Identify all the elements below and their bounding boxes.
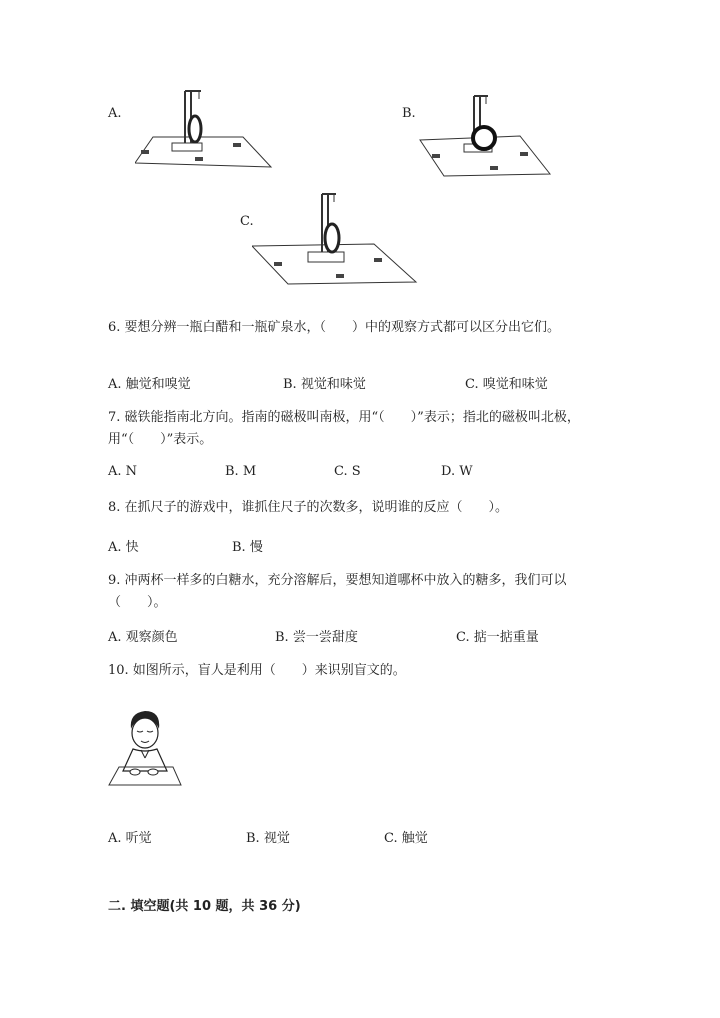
figure-a-label: A. (108, 106, 122, 121)
question-10-text: 10. 如图所示，盲人是利用（ ）来识别盲文的。 (108, 663, 406, 678)
q9-option-a: A. 观察颜色 (108, 630, 178, 645)
q10-option-c: C. 触觉 (384, 831, 428, 846)
figure-a-magnet-stand (135, 85, 275, 175)
q7-option-c: C. S (334, 464, 361, 479)
figure-c-magnet-stand (252, 190, 418, 290)
q7-option-d: D. W (441, 464, 473, 479)
question-7-text: 7. 磁铁能指南北方向。指南的磁极叫南极，用“（ ）”表示；指北的磁极叫北极，用“（ ）”表示。 (108, 410, 580, 447)
question-8-text: 8. 在抓尺子的游戏中，谁抓住尺子的次数多，说明谁的反应（ ）。 (108, 500, 509, 515)
q10-option-b: B. 视觉 (246, 831, 290, 846)
question-9-text: 9. 冲两杯一样多的白糖水，充分溶解后，要想知道哪杯中放入的糖多，我们可以（ ）。 (108, 573, 567, 610)
blind-reader-illustration (105, 705, 185, 789)
figure-b-label: B. (402, 106, 416, 121)
q10-option-a: A. 听觉 (108, 831, 152, 846)
q8-option-a: A. 快 (108, 540, 139, 555)
q7-option-b: B. M (225, 464, 257, 479)
q6-option-c: C. 嗅觉和味觉 (465, 377, 548, 392)
figure-b-magnet-stand (416, 92, 552, 180)
figure-c-label: C. (240, 214, 254, 229)
q9-option-c: C. 掂一掂重量 (456, 630, 539, 645)
q7-option-a: A. N (108, 464, 138, 479)
q8-option-b: B. 慢 (232, 540, 263, 555)
q9-option-b: B. 尝一尝甜度 (275, 630, 358, 645)
q6-option-b: B. 视觉和味觉 (283, 377, 366, 392)
question-6-text: 6. 要想分辨一瓶白醋和一瓶矿泉水，（ ）中的观察方式都可以区分出它们。 (108, 320, 561, 335)
section-2-heading: 二. 填空题(共 10 题，共 36 分) (108, 899, 301, 914)
q6-option-a: A. 触觉和嗅觉 (108, 377, 191, 392)
